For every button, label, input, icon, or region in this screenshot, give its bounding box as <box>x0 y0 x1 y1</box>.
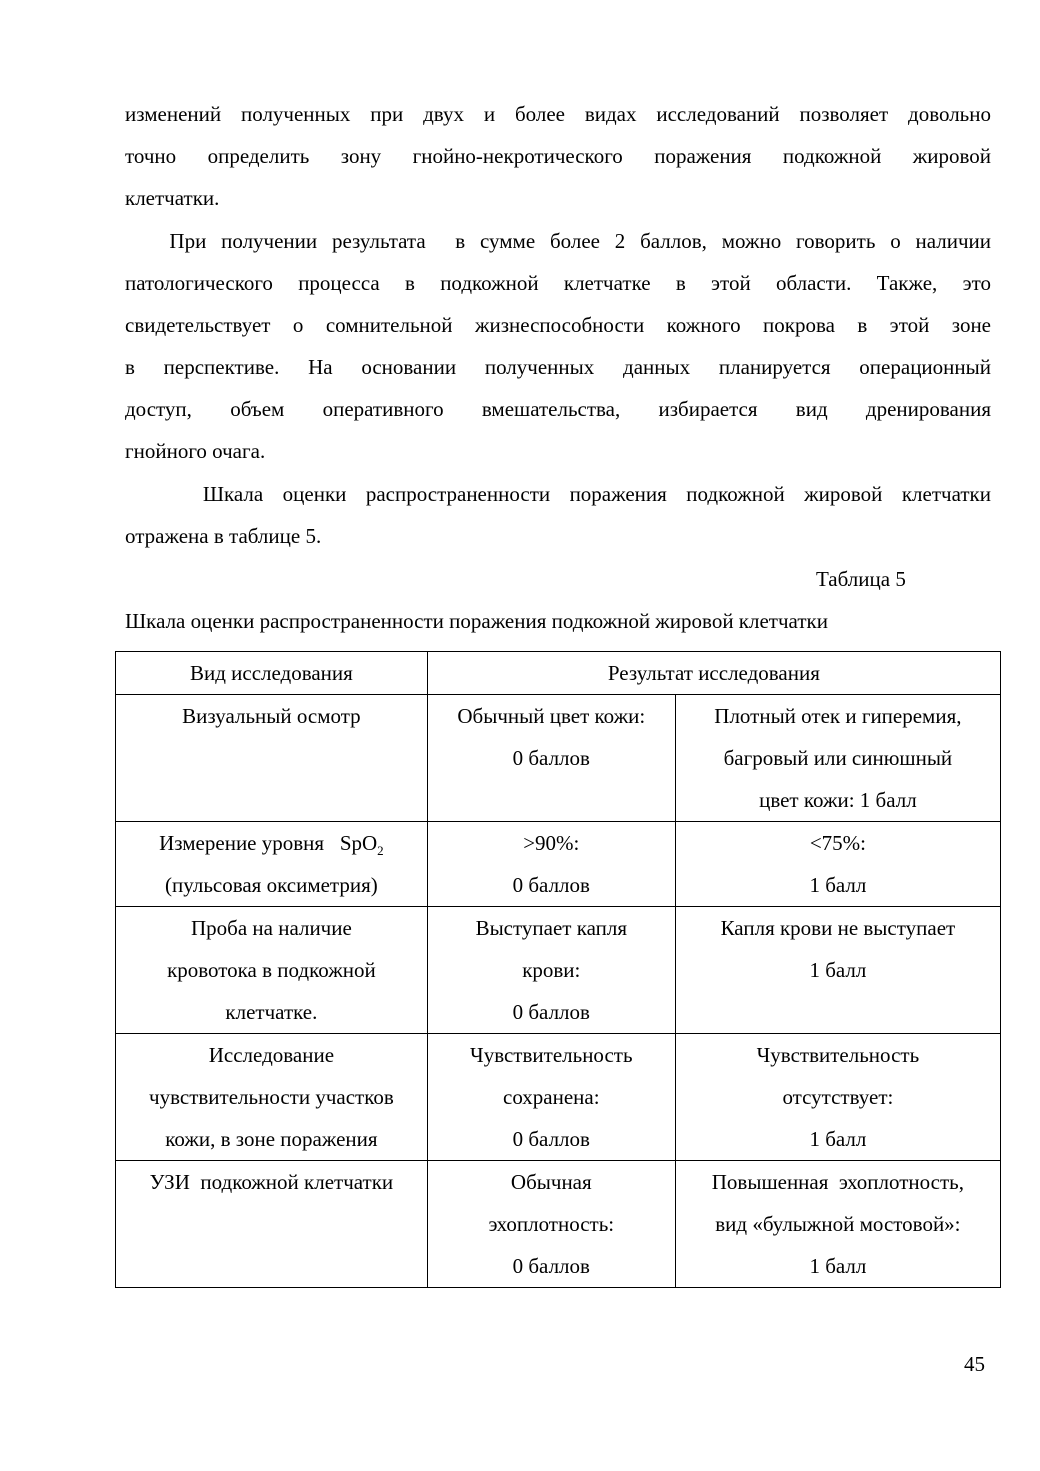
cell-text: Обычный цвет кожи: <box>457 704 646 728</box>
table-header-row <box>116 652 1001 695</box>
paragraph-2 <box>125 220 991 472</box>
method-cell <box>116 907 428 1034</box>
cell-text: (пульсовая оксиметрия) <box>165 873 378 897</box>
cell-text: 0 баллов <box>512 1127 590 1151</box>
header-method: Вид исследования <box>116 652 428 695</box>
cell-text: Проба на наличие <box>190 916 352 940</box>
cell-text: УЗИ подкожной клетчатки <box>149 1170 394 1194</box>
text-line: точно определить зону гнойно-некротического поражения подкожной жировой <box>125 144 991 168</box>
pathology-result-cell <box>675 907 1000 1034</box>
method-cell <box>116 1034 428 1161</box>
cell-text: вид «булыжной мостовой»: <box>715 1212 961 1236</box>
assessment-scale-table <box>115 651 1001 1288</box>
text-line: патологического процесса в подкожной клетчатке в этой области. Также, это <box>125 271 991 295</box>
cell-text: Чувствительность <box>756 1043 920 1067</box>
cell-text: крови: <box>522 958 581 982</box>
cell-text: 1 балл <box>809 958 867 982</box>
cell-text: отсутствует: <box>782 1085 894 1109</box>
pathology-result-cell <box>675 695 1000 822</box>
text-line: изменений полученных при двух и более видах исследований позволяет довольно <box>125 102 991 126</box>
text-line: клетчатки. <box>125 186 220 210</box>
normal-result-cell <box>427 822 675 907</box>
cell-text: 0 баллов <box>512 1254 590 1278</box>
cell-text: 0 баллов <box>512 873 590 897</box>
cell-text: Повышенная эхоплотность, <box>711 1170 965 1194</box>
text-line: гнойного очага. <box>125 439 266 463</box>
table-row <box>116 907 1001 1034</box>
table-caption: Шкала оценки распространенности поражения подкожной жировой клетчатки <box>125 609 828 633</box>
method-cell <box>116 822 428 907</box>
text-line: Шкала оценки распространенности поражения подкожной жировой клетчатки <box>125 482 991 506</box>
table-label: Таблица 5 <box>816 567 906 591</box>
cell-text: <75%: <box>809 831 866 855</box>
cell-text: сохранена: <box>503 1085 600 1109</box>
paragraph-3 <box>125 473 991 557</box>
normal-result-cell <box>427 695 675 822</box>
cell-text: чувствительности участков <box>149 1085 394 1109</box>
method-cell <box>116 695 428 822</box>
spo2-label: Измерение уровня SpO <box>159 831 378 855</box>
table-row <box>116 822 1001 907</box>
normal-result-cell <box>427 1034 675 1161</box>
cell-text: эхоплотность: <box>488 1212 615 1236</box>
cell-text: кожи, в зоне поражения <box>165 1127 378 1151</box>
table-row <box>116 1034 1001 1161</box>
table-row <box>116 695 1001 822</box>
cell-text: 1 балл <box>809 873 867 897</box>
spo2-subscript: 2 <box>377 843 384 859</box>
cell-text: >90%: <box>523 831 580 855</box>
cell-text: 1 балл <box>809 1254 867 1278</box>
cell-text: Визуальный осмотр <box>182 704 361 728</box>
cell-text: кровотока в подкожной <box>167 958 376 982</box>
pathology-result-cell <box>675 822 1000 907</box>
normal-result-cell <box>427 907 675 1034</box>
text-line: отражена в таблице 5. <box>125 524 322 548</box>
cell-text: 0 баллов <box>512 1000 590 1024</box>
cell-text: цвет кожи: 1 балл <box>759 788 917 812</box>
paragraph-1 <box>125 93 991 219</box>
table-row <box>116 1161 1001 1288</box>
cell-text: Выступает капля <box>475 916 628 940</box>
header-result: Результат исследования <box>427 652 1000 695</box>
text-line: свидетельствует о сомнительной жизнеспособности кожного покрова в этой зоне <box>125 313 991 337</box>
cell-text: 0 баллов <box>512 746 590 770</box>
method-cell <box>116 1161 428 1288</box>
page-number: 45 <box>964 1352 985 1376</box>
cell-text <box>120 822 423 864</box>
cell-text: клетчатке. <box>225 1000 318 1024</box>
normal-result-cell <box>427 1161 675 1288</box>
cell-text: Плотный отек и гиперемия, <box>714 704 962 728</box>
cell-text: Чувствительность <box>470 1043 633 1067</box>
cell-text: багровый или синюшный <box>723 746 953 770</box>
cell-text: Капля крови не выступает <box>720 916 956 940</box>
cell-text: 1 балл <box>809 1127 867 1151</box>
text-line: При получении результата в сумме более 2 баллов, можно говорить о наличии <box>125 229 991 253</box>
text-line: доступ, объем оперативного вмешательства, избирается вид дренирования <box>125 397 991 421</box>
cell-text: Исследование <box>208 1043 335 1067</box>
cell-text: Обычная <box>510 1170 592 1194</box>
pathology-result-cell <box>675 1034 1000 1161</box>
text-line: в перспективе. На основании полученных данных планируется операционный <box>125 355 991 379</box>
pathology-result-cell <box>675 1161 1000 1288</box>
